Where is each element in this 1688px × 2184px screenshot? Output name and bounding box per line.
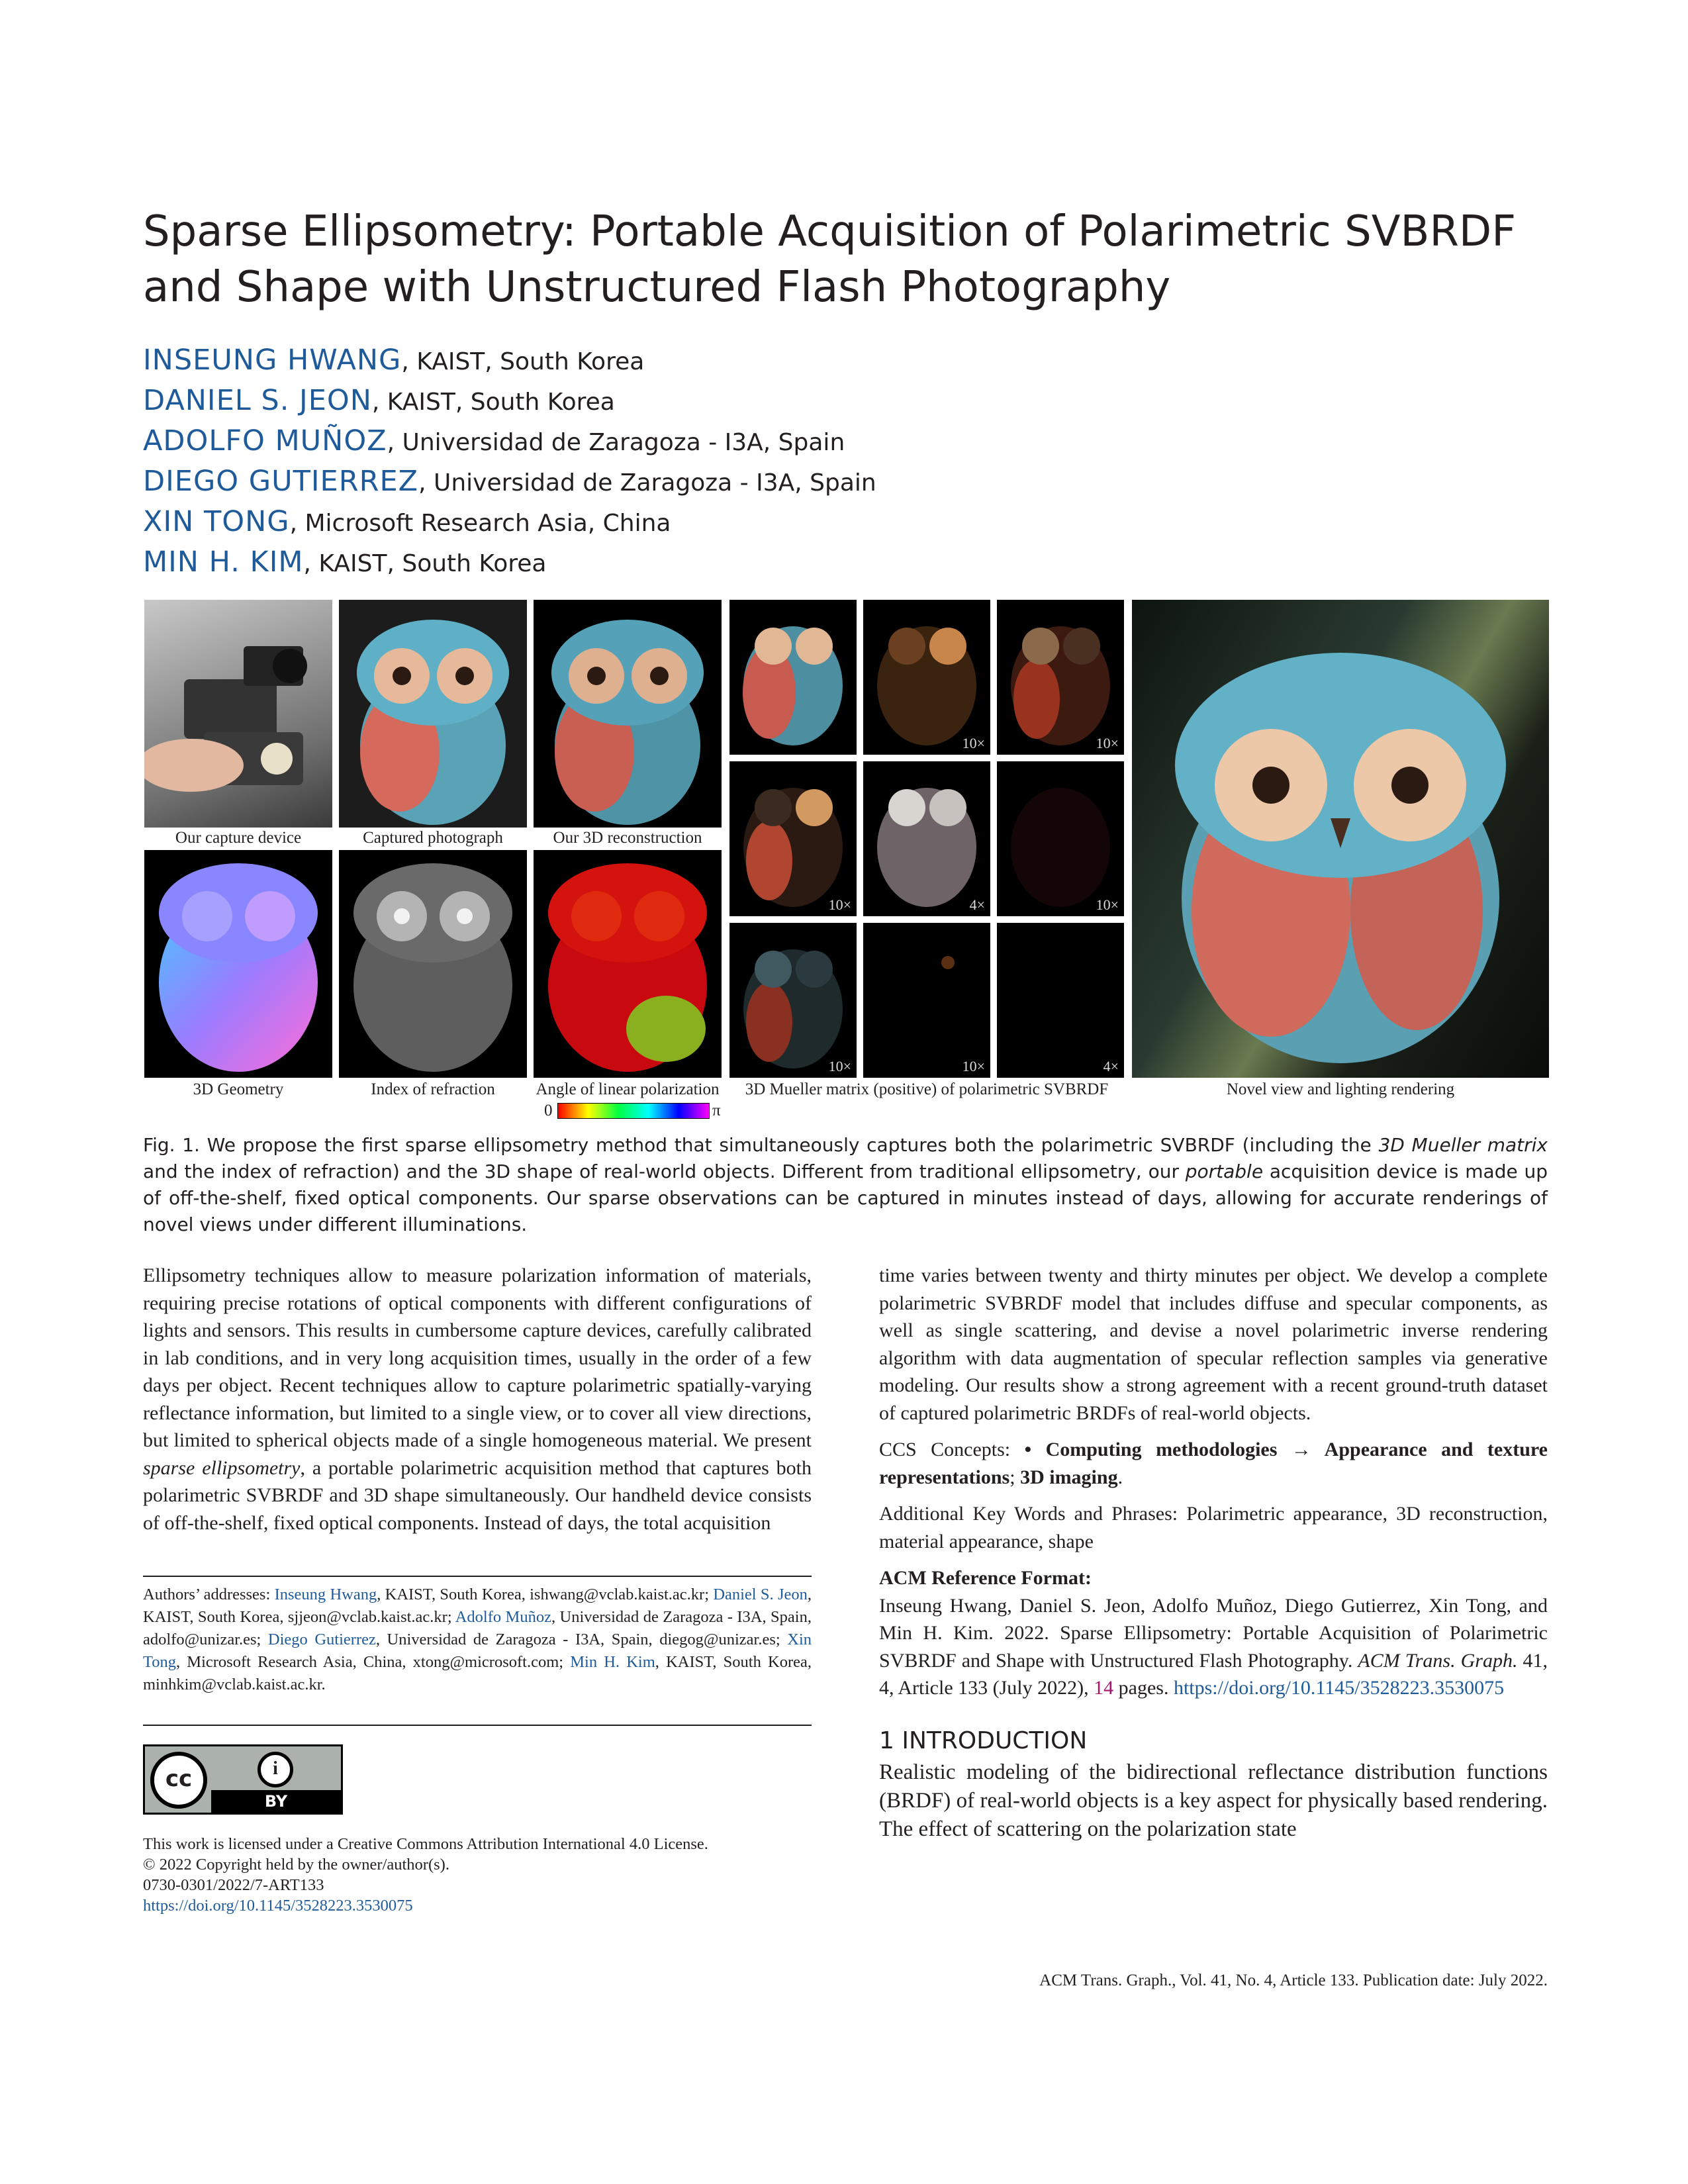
magnification-label: 10× [1096,735,1119,751]
ref-text: pages. [1113,1677,1174,1699]
keywords: Additional Key Words and Phrases: Polarimetric appearance, 3D reconstruction, material appearance, shape [879,1503,1548,1552]
abstract-text: , a portable polarimetric acquisition method that captures both polarimetric SVBRDF and 3D shape simultaneously. Our handheld device consists of off-the-shelf, fixed optical components. Instead of days, the total acquisition [143,1456,812,1534]
author-affiliation: , Universidad de Zaragoza - I3A, Spain [387,429,845,456]
address-text: , KAIST, South Korea, ishwang@vclab.kaist.ac.kr; [377,1586,714,1603]
owl-illustration [534,600,722,828]
geometry-normal-map-image [144,850,332,1078]
novel-label: Novel view and lighting rendering [1226,1080,1455,1098]
aolp-image [534,850,722,1078]
mueller-cell [997,923,1124,1078]
ref-journal: ACM Trans. Graph. [1358,1649,1518,1672]
author-affiliation: , KAIST, South Korea [401,348,645,375]
abstract-continuation: time varies between twenty and thirty minutes per object. We develop a complete polarimetric SVBRDF model that includes diffuse and specular components, as well as single scattering, and devise a novel polarimetric inverse rendering algorithm with data augmentation of specular reflection samples via generative modeling. Our results show a strong agreement with a recent ground-truth dataset of captured polarimetric BRDFs of real-world objects. [879,1264,1548,1424]
caption-emphasis: portable [1185,1161,1264,1182]
author-affiliation: , KAIST, South Korea [303,550,547,577]
abstract-left [143,1262,812,1537]
ccs-separator: ; [1009,1466,1021,1488]
author-addresses [143,1584,812,1696]
ref-heading: ACM Reference Format: [879,1567,1092,1589]
aolp-label: Angle of linear polarization [536,1080,720,1098]
caption-text: Fig. 1. We propose the first sparse ellipsometry method that simultaneously captures both the polarimetric SVBRDF (including the [143,1134,1379,1156]
abstract-paragraph [143,1262,812,1537]
index-of-refraction-image [339,850,527,1078]
address-text: , Universidad de Zaragoza - I3A, Spain, adolfo@unizar.es; [143,1608,812,1648]
author-name: DIEGO GUTIERREZ [143,465,419,498]
mueller-cell [729,761,857,916]
cc-icon: cc [150,1752,207,1809]
address-link[interactable]: Min H. Kim [570,1653,655,1671]
footnote-rule [143,1576,812,1577]
article-number: 0730-0301/2022/7-ART133 [143,1876,324,1894]
colorbar [557,1103,710,1119]
magnification-label: 10× [828,896,851,913]
author-line [143,381,876,422]
colorbar-min-label: 0 [544,1102,553,1119]
address-text: , KAIST, South Korea, sjjeon@vclab.kaist.ac.kr; [143,1586,812,1626]
author-name: XIN TONG [143,505,290,538]
mueller-cell [997,600,1124,755]
novel-view-image [1132,600,1549,1078]
abstract-emphasis: sparse ellipsometry [143,1456,301,1479]
caption-emphasis: 3D Mueller matrix [1378,1134,1548,1156]
magnification-label: 4× [1103,1058,1119,1074]
geometry-label: 3D Geometry [193,1080,284,1098]
author-line [143,422,876,462]
capture-device-image [144,600,332,828]
ccs-concept: 3D imaging [1020,1466,1118,1488]
ref-text: 41, 4, Article 133 (July 2022), [879,1649,1548,1699]
address-link[interactable]: Daniel S. Jeon [713,1586,808,1603]
intro-paragraph: Realistic modeling of the bidirectional reflectance distribution functions (BRDF) of real-world objects is a key aspect for physically based rendering. The effect of scattering on the polarization state [879,1760,1548,1841]
ref-text: Inseung Hwang, Daniel S. Jeon, Adolfo Muñoz, Diego Gutierrez, Xin Tong, and Min H. Kim. 2022. Sparse Ellipsometry: Portable Acquisition of Polarimetric SVBRDF and Shape with Unstructured Flash Photography. [879,1594,1548,1672]
figure-caption [143,1132,1548,1238]
author-line [143,462,876,502]
author-name: MIN H. KIM [143,546,304,579]
mueller-cell [997,761,1124,916]
abstract-text: Ellipsometry techniques allow to measure polarization information of materials, requiring precise rotations of optical components with different configurations of lights and sensors. This results in cumbersome capture devices, carefully calibrated in lab conditions, and in very long acquisition times, usually in the order of a few days per object. Recent techniques allow to capture polarimetric spatially-varying reflectance information, but limited to a single view, or to cover all view directions, but limited to spherical objects made of a single homogeneous material. We present [143,1264,812,1451]
mueller-cell [863,923,990,1078]
license-block [143,1834,812,1916]
photo-label: Captured photograph [363,829,503,847]
reconstruction-image [534,600,722,828]
recon-label: Our 3D reconstruction [553,829,702,847]
owl-illustration [1132,600,1549,1078]
mueller-cell [729,923,857,1078]
right-column [879,1262,1548,1844]
address-link[interactable]: Adolfo Muñoz [455,1608,551,1626]
author-list [143,341,876,583]
device-label: Our capture device [175,829,302,847]
section-heading: 1 INTRODUCTION [879,1727,1088,1754]
address-text: , Microsoft Research Asia, China, xtong@microsoft.com; [176,1653,571,1671]
mueller-label: 3D Mueller matrix (positive) of polarimetric SVBRDF [745,1080,1109,1098]
ccs-concept: Computing methodologies → Appearance and texture representations [879,1439,1548,1488]
cc-by-badge[interactable] [143,1744,343,1815]
ccs-label: CCS Concepts: [879,1439,1025,1460]
magnification-label: 10× [1096,896,1119,913]
by-label: BY [264,1792,288,1811]
magnification-label: 10× [962,1058,985,1074]
mueller-cell [863,761,990,916]
address-link[interactable]: Diego Gutierrez [267,1631,376,1648]
mueller-cell [729,600,857,755]
address-text: , KAIST, South Korea, minhkim@vclab.kaist.ac.kr. [143,1653,812,1693]
ref-format-heading [879,1564,1548,1592]
author-name: ADOLFO MUÑOZ [143,424,387,457]
magnification-label: 4× [969,896,985,913]
address-link[interactable]: Inseung Hwang [274,1586,377,1603]
address-text: , Universidad de Zaragoza - I3A, Spain, diegog@unizar.es; [375,1631,788,1648]
address-link[interactable]: Xin Tong [143,1631,812,1671]
license-rule [143,1725,812,1726]
caption-text: acquisition device is made up of off-the-shelf, fixed optical components. Our sparse observations can be captured in minutes instead of days, allowing for accurate renderings of novel views under different illuminations. [143,1161,1548,1235]
owl-illustration [144,850,332,1078]
magnification-label: 10× [828,1058,851,1074]
author-line [143,502,876,543]
ref-pages: 14 [1094,1677,1114,1699]
author-line [143,543,876,583]
ior-label: Index of refraction [371,1080,495,1098]
owl-illustration [339,850,527,1078]
ref-doi-link[interactable]: https://doi.org/10.1145/3528223.3530075 [1173,1677,1505,1699]
colorbar-max-label: π [712,1102,721,1119]
author-name: INSEUNG HWANG [143,344,402,377]
camera-illustration [144,600,332,828]
magnification-label: 10× [962,735,985,751]
paper-title: Sparse Ellipsometry: Portable Acquisition of Polarimetric SVBRDF and Shape with Unstructured Flash Photography [143,207,1516,312]
page-footer: ACM Trans. Graph., Vol. 41, No. 4, Article 133. Publication date: July 2022. [1039,1971,1548,1989]
ccs-end: . [1117,1466,1123,1488]
caption-text: and the index of refraction) and the 3D shape of real-world objects. Different from traditional ellipsometry, our [143,1161,1186,1182]
addresses-label: Authors’ addresses: [143,1586,275,1603]
author-affiliation: , Microsoft Research Asia, China [289,510,671,537]
author-affiliation: , Universidad de Zaragoza - I3A, Spain [418,469,876,497]
owl-illustration [339,600,527,828]
license-text: This work is licensed under a Creative Commons Attribution International 4.0 License. [143,1835,708,1853]
copyright-text: © 2022 Copyright held by the owner/author(s). [143,1856,449,1874]
ref-format-text [879,1592,1548,1702]
doi-link[interactable]: https://doi.org/10.1145/3528223.3530075 [143,1897,413,1915]
ccs-bullet: • [1024,1439,1046,1460]
ccs-concepts [879,1436,1548,1491]
author-name: DANIEL S. JEON [143,384,372,417]
teaser-figure [144,600,1549,1123]
captured-photograph-image [339,600,527,828]
author-line [143,341,876,381]
person-icon: i [258,1752,293,1787]
author-affiliation: , KAIST, South Korea [371,389,615,416]
owl-illustration [534,850,722,1078]
mueller-cell [863,600,990,755]
